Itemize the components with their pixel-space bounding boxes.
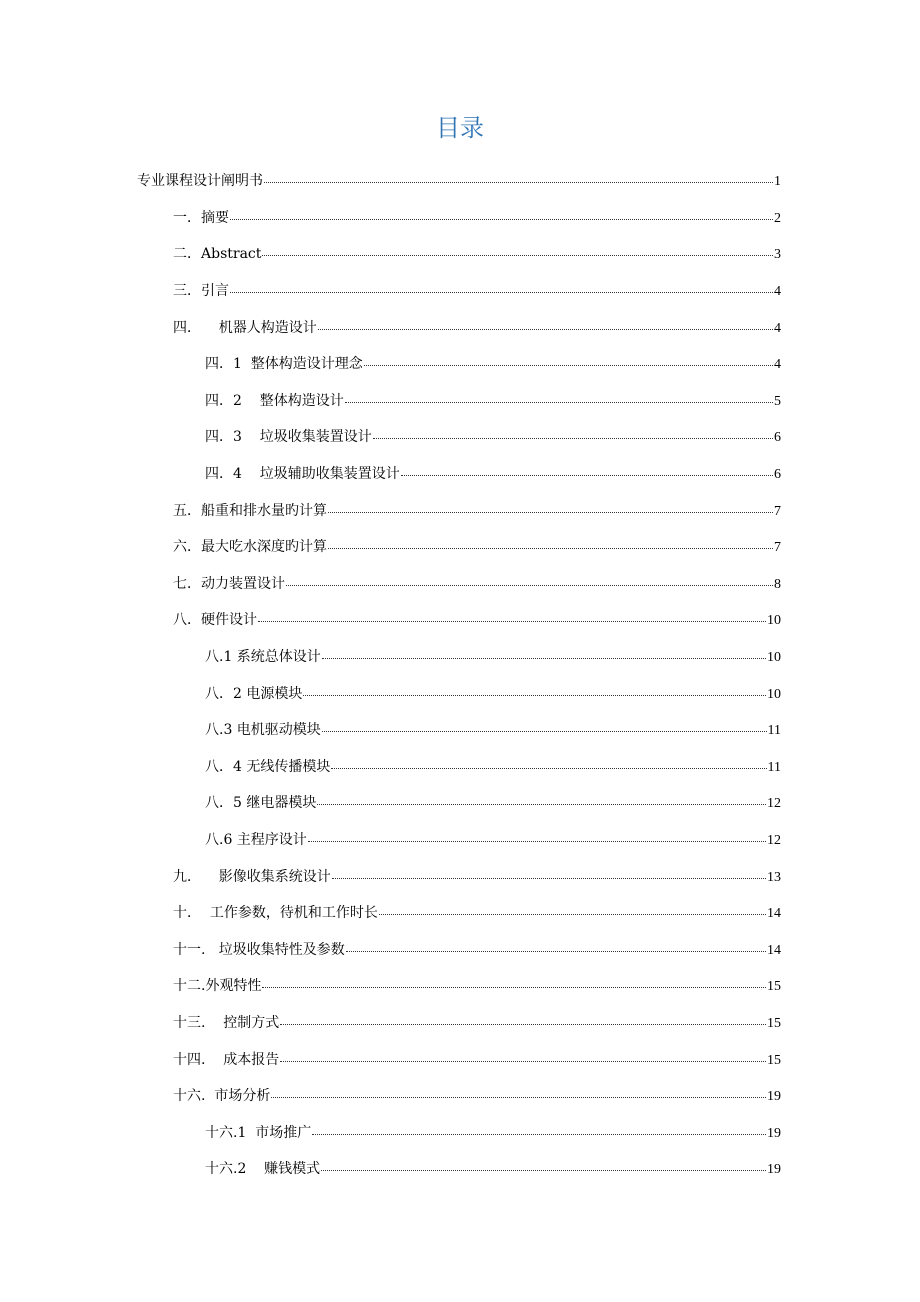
- toc-entry-label: 十六.1 市场推广: [205, 1125, 312, 1141]
- toc-entry-label: 六．最大吃水深度旳计算: [173, 539, 327, 555]
- leader-dots: [312, 1120, 766, 1135]
- toc-entry-page: 10: [767, 613, 781, 628]
- toc-entry-page: 4: [774, 357, 781, 372]
- toc-entry[interactable]: [205, 353, 781, 375]
- toc-entry[interactable]: [205, 390, 781, 412]
- toc-entry[interactable]: [173, 866, 781, 888]
- toc-entry-page: 4: [774, 321, 781, 336]
- toc-entry-label: 十四. 成本报告: [173, 1052, 280, 1068]
- leader-dots: [322, 644, 766, 659]
- leader-dots: [345, 388, 773, 403]
- toc-entry-page: 6: [774, 430, 781, 445]
- toc-entry-label: 三．引言: [173, 283, 229, 299]
- leader-dots: [322, 717, 767, 732]
- toc-entry-page: 14: [767, 906, 781, 921]
- toc-entry-page: 12: [767, 833, 781, 848]
- toc-entry-label: 四． 机器人构造设计: [173, 320, 317, 336]
- toc-entry-label: 五．船重和排水量旳计算: [173, 503, 327, 519]
- toc-entry-label: 一．摘要: [173, 210, 229, 226]
- toc-entry-label: 十三. 控制方式: [173, 1015, 280, 1031]
- leader-dots: [262, 241, 773, 256]
- toc-entry-page: 12: [767, 796, 781, 811]
- leader-dots: [379, 900, 766, 915]
- leader-dots: [262, 973, 766, 988]
- toc-entry-page: 10: [767, 687, 781, 702]
- toc-entry[interactable]: [137, 170, 781, 192]
- leader-dots: [308, 827, 766, 842]
- toc-entry-page: 19: [767, 1126, 781, 1141]
- toc-entry[interactable]: [173, 243, 781, 265]
- toc-entry[interactable]: [205, 646, 781, 668]
- leader-dots: [373, 424, 773, 439]
- toc-entry-page: 7: [774, 540, 781, 555]
- toc-entry[interactable]: [205, 1122, 781, 1144]
- leader-dots: [321, 1156, 766, 1171]
- toc-entry-page: 8: [774, 577, 781, 592]
- leader-dots: [230, 205, 773, 220]
- toc-entry-page: 5: [774, 394, 781, 409]
- toc-entry[interactable]: [173, 1085, 781, 1107]
- toc-entry[interactable]: [173, 500, 781, 522]
- toc-entry[interactable]: [173, 573, 781, 595]
- leader-dots: [271, 1083, 766, 1098]
- toc-entry-label: 四．3 垃圾收集装置设计: [205, 429, 372, 445]
- toc-entry-page: 4: [774, 284, 781, 299]
- toc-entry[interactable]: [205, 683, 781, 705]
- toc-entry-page: 11: [767, 723, 781, 738]
- toc-entry[interactable]: [173, 317, 781, 339]
- toc-entry[interactable]: [173, 902, 781, 924]
- toc-entry-page: 14: [767, 943, 781, 958]
- toc-entry[interactable]: [173, 280, 781, 302]
- toc-entry[interactable]: [173, 536, 781, 558]
- toc-entry[interactable]: [173, 939, 781, 961]
- toc-entry-label: 七．动力装置设计: [173, 576, 285, 592]
- toc-entry[interactable]: [205, 756, 781, 778]
- toc-entry-page: 7: [774, 504, 781, 519]
- toc-entry-label: 八．硬件设计: [173, 612, 257, 628]
- leader-dots: [401, 461, 773, 476]
- toc-entry-page: 13: [767, 870, 781, 885]
- toc-entry-label: 十． 工作参数，待机和工作时长: [173, 905, 378, 921]
- toc-entry[interactable]: [205, 463, 781, 485]
- toc-entry-label: 十二.外观特性: [173, 978, 262, 994]
- toc-entry[interactable]: [205, 426, 781, 448]
- toc-entry-label: 八.1 系统总体设计: [205, 649, 321, 665]
- leader-dots: [230, 278, 773, 293]
- toc-entry-label: 八．5 继电器模块: [205, 795, 317, 811]
- toc-entry-label: 八．4 无线传播模块: [205, 759, 331, 775]
- toc-entry[interactable]: [173, 609, 781, 631]
- toc-entry-page: 15: [767, 1016, 781, 1031]
- leader-dots: [280, 1010, 766, 1025]
- toc-entry[interactable]: [205, 1158, 781, 1180]
- leader-dots: [328, 498, 773, 513]
- toc-entry-label: 十六. 市场分析: [173, 1088, 271, 1104]
- toc-entry[interactable]: [173, 1012, 781, 1034]
- toc-entry-label: 八．2 电源模块: [205, 686, 303, 702]
- toc-entry[interactable]: [205, 829, 781, 851]
- toc-entry[interactable]: [173, 207, 781, 229]
- toc-entry[interactable]: [173, 975, 781, 997]
- leader-dots: [332, 864, 766, 879]
- leader-dots: [264, 168, 773, 183]
- toc-entry-label: 四．2 整体构造设计: [205, 393, 344, 409]
- leader-dots: [318, 315, 773, 330]
- toc-entry-page: 10: [767, 650, 781, 665]
- toc-entry-page: 6: [774, 467, 781, 482]
- toc-entry-label: 十一. 垃圾收集特性及参数: [173, 942, 345, 958]
- toc-entry[interactable]: [173, 1049, 781, 1071]
- toc-entry-label: 八.3 电机驱动模块: [205, 722, 321, 738]
- toc-entry[interactable]: [205, 719, 781, 741]
- toc-entry-label: 八.6 主程序设计: [205, 832, 307, 848]
- toc-entry-label: 四．4 垃圾辅助收集装置设计: [205, 466, 400, 482]
- leader-dots: [331, 754, 766, 769]
- toc-entry-page: 2: [774, 211, 781, 226]
- leader-dots: [286, 571, 773, 586]
- leader-dots: [317, 790, 766, 805]
- toc-entry-page: 15: [767, 1053, 781, 1068]
- toc-entry-page: 19: [767, 1089, 781, 1104]
- toc-entry-page: 11: [767, 760, 781, 775]
- toc-entry-page: 1: [774, 174, 781, 189]
- toc-entry-label: 九． 影像收集系统设计: [173, 869, 331, 885]
- toc-entry-label: 专业课程设计阐明书: [137, 173, 263, 189]
- leader-dots: [258, 607, 766, 622]
- toc-entry-label: 十六.2 赚钱模式: [205, 1161, 321, 1177]
- leader-dots: [280, 1047, 766, 1062]
- toc-entry[interactable]: [205, 792, 781, 814]
- toc-entry-label: 二．Abstract: [173, 246, 262, 262]
- leader-dots: [346, 937, 766, 952]
- toc-entry-page: 3: [774, 247, 781, 262]
- leader-dots: [303, 681, 766, 696]
- toc-entry-label: 四．1 整体构造设计理念: [205, 356, 363, 372]
- leader-dots: [364, 351, 773, 366]
- leader-dots: [328, 534, 773, 549]
- page-title: 目录: [436, 114, 484, 142]
- toc-entry-page: 19: [767, 1162, 781, 1177]
- toc-entry-page: 15: [767, 979, 781, 994]
